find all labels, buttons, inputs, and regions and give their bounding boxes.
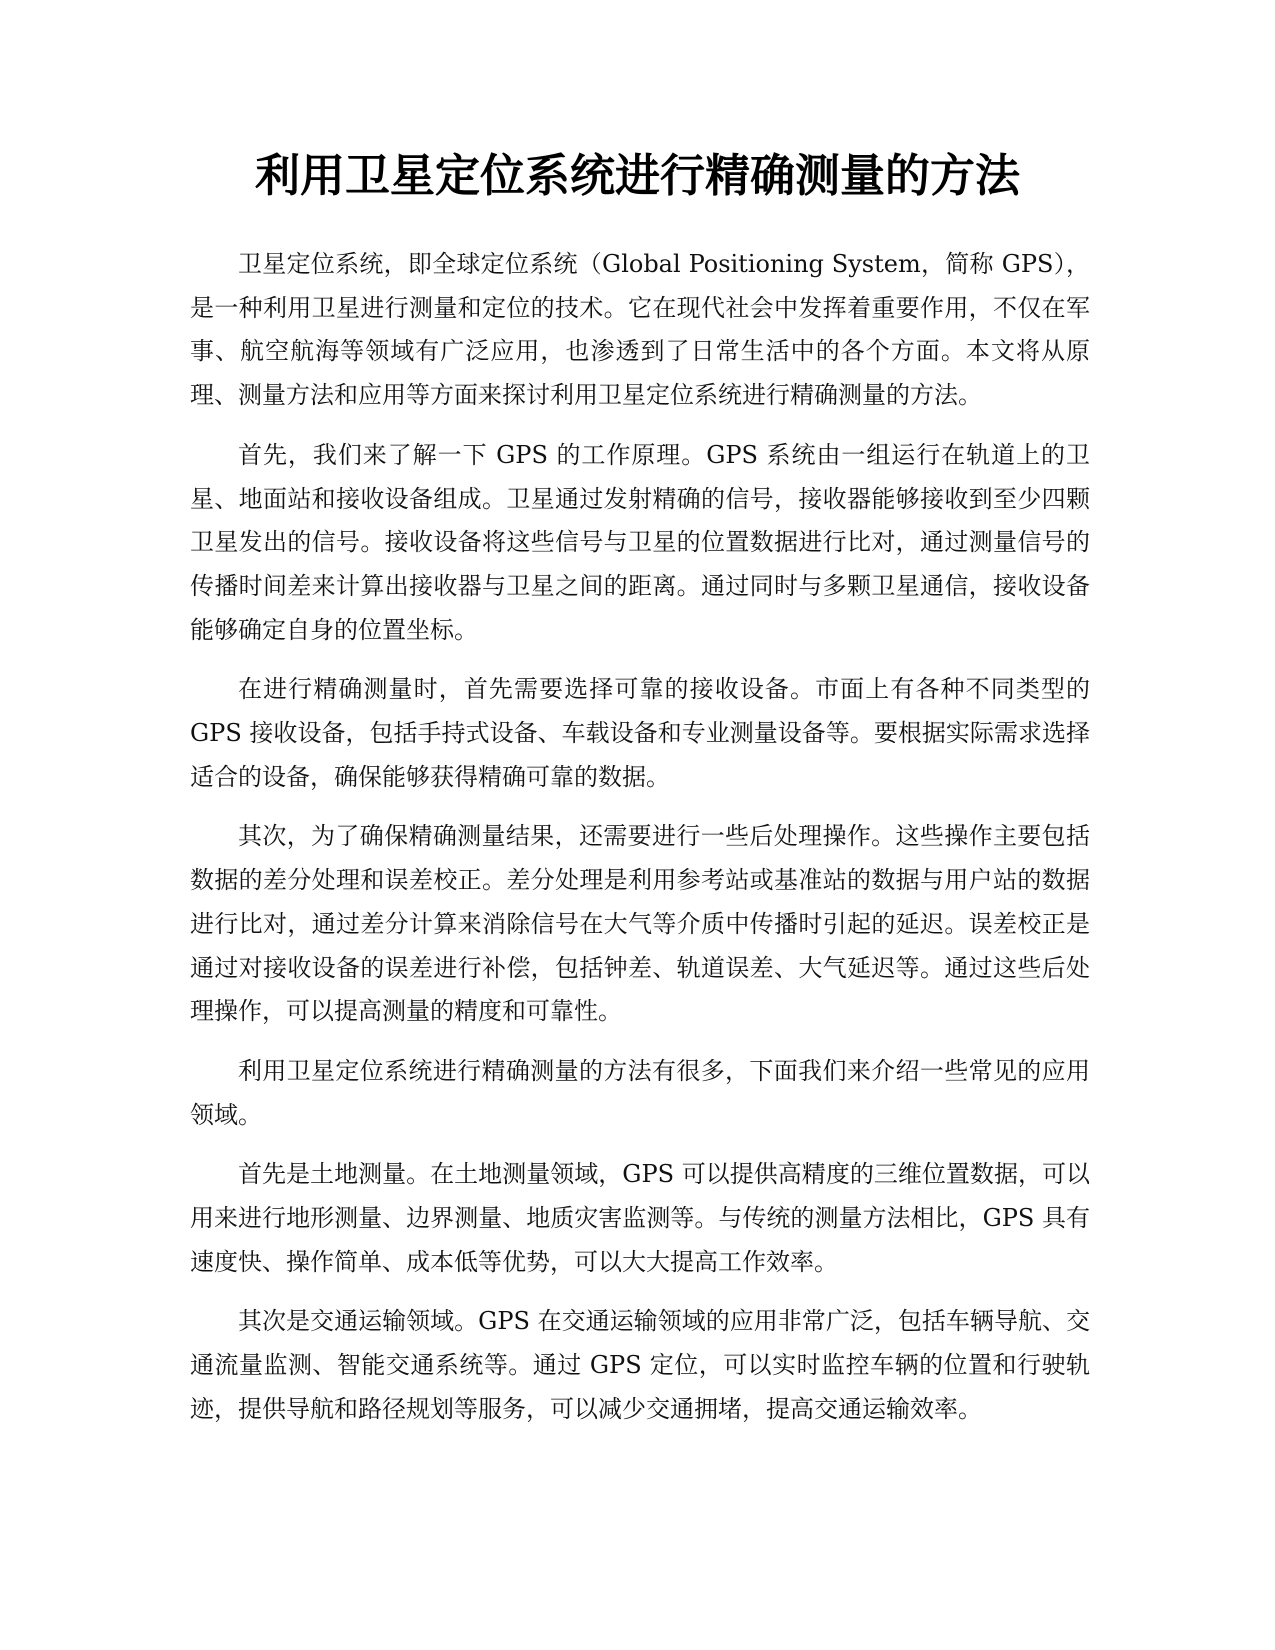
document-body: [190, 243, 1090, 1448]
paragraph-applications-intro: 利用卫星定位系统进行精确测量的方法有很多，下面我们来介绍一些常见的应用领域。: [190, 1056, 1090, 1129]
paragraph-land-surveying: 首先是土地测量。在土地测量领域，GPS 可以提供高精度的三维位置数据，可以用来进行地形测量、边界测量、地质灾害监测等。与传统的测量方法相比，GPS 具有速度快、操作简单、成本低等优势，可以大大提高工作效率。: [190, 1160, 1090, 1276]
paragraph-intro: 卫星定位系统，即全球定位系统（Global Positioning System，简称 GPS），是一种利用卫星进行测量和定位的技术。它在现代社会中发挥着重要作用，不仅在军事、航空航海等领域有广泛应用，也渗透到了日常生活中的各个方面。本文将从原理、测量方法和应用等方面来探讨利用卫星定位系统进行精确测量的方法。: [190, 250, 1090, 410]
paragraph-transportation: 其次是交通运输领域。GPS 在交通运输领域的应用非常广泛，包括车辆导航、交通流量监测、智能交通系统等。通过 GPS 定位，可以实时监控车辆的位置和行驶轨迹，提供导航和路径规划等服务，可以减少交通拥堵，提高交通运输效率。: [190, 1307, 1090, 1423]
paragraph-post-processing: 其次，为了确保精确测量结果，还需要进行一些后处理操作。这些操作主要包括数据的差分处理和误差校正。差分处理是利用参考站或基准站的数据与用户站的数据进行比对，通过差分计算来消除信号在大气等介质中传播时引起的延迟。误差校正是通过对接收设备的误差进行补偿，包括钟差、轨道误差、大气延迟等。通过这些后处理操作，可以提高测量的精度和可靠性。: [190, 822, 1090, 1026]
paragraph-receiver-selection: 在进行精确测量时，首先需要选择可靠的接收设备。市面上有各种不同类型的 GPS 接收设备，包括手持式设备、车载设备和专业测量设备等。要根据实际需求选择适合的设备，确保能够获得精确可靠的数据。: [190, 675, 1090, 791]
document-title: 利用卫星定位系统进行精确测量的方法: [254, 149, 1020, 202]
paragraph-gps-principle: 首先，我们来了解一下 GPS 的工作原理。GPS 系统由一组运行在轨道上的卫星、地面站和接收设备组成。卫星通过发射精确的信号，接收器能够接收到至少四颗卫星发出的信号。接收设备将这些信号与卫星的位置数据进行比对，通过测量信号的传播时间差来计算出接收器与卫星之间的距离。通过同时与多颗卫星通信，接收设备能够确定自身的位置坐标。: [190, 440, 1090, 644]
